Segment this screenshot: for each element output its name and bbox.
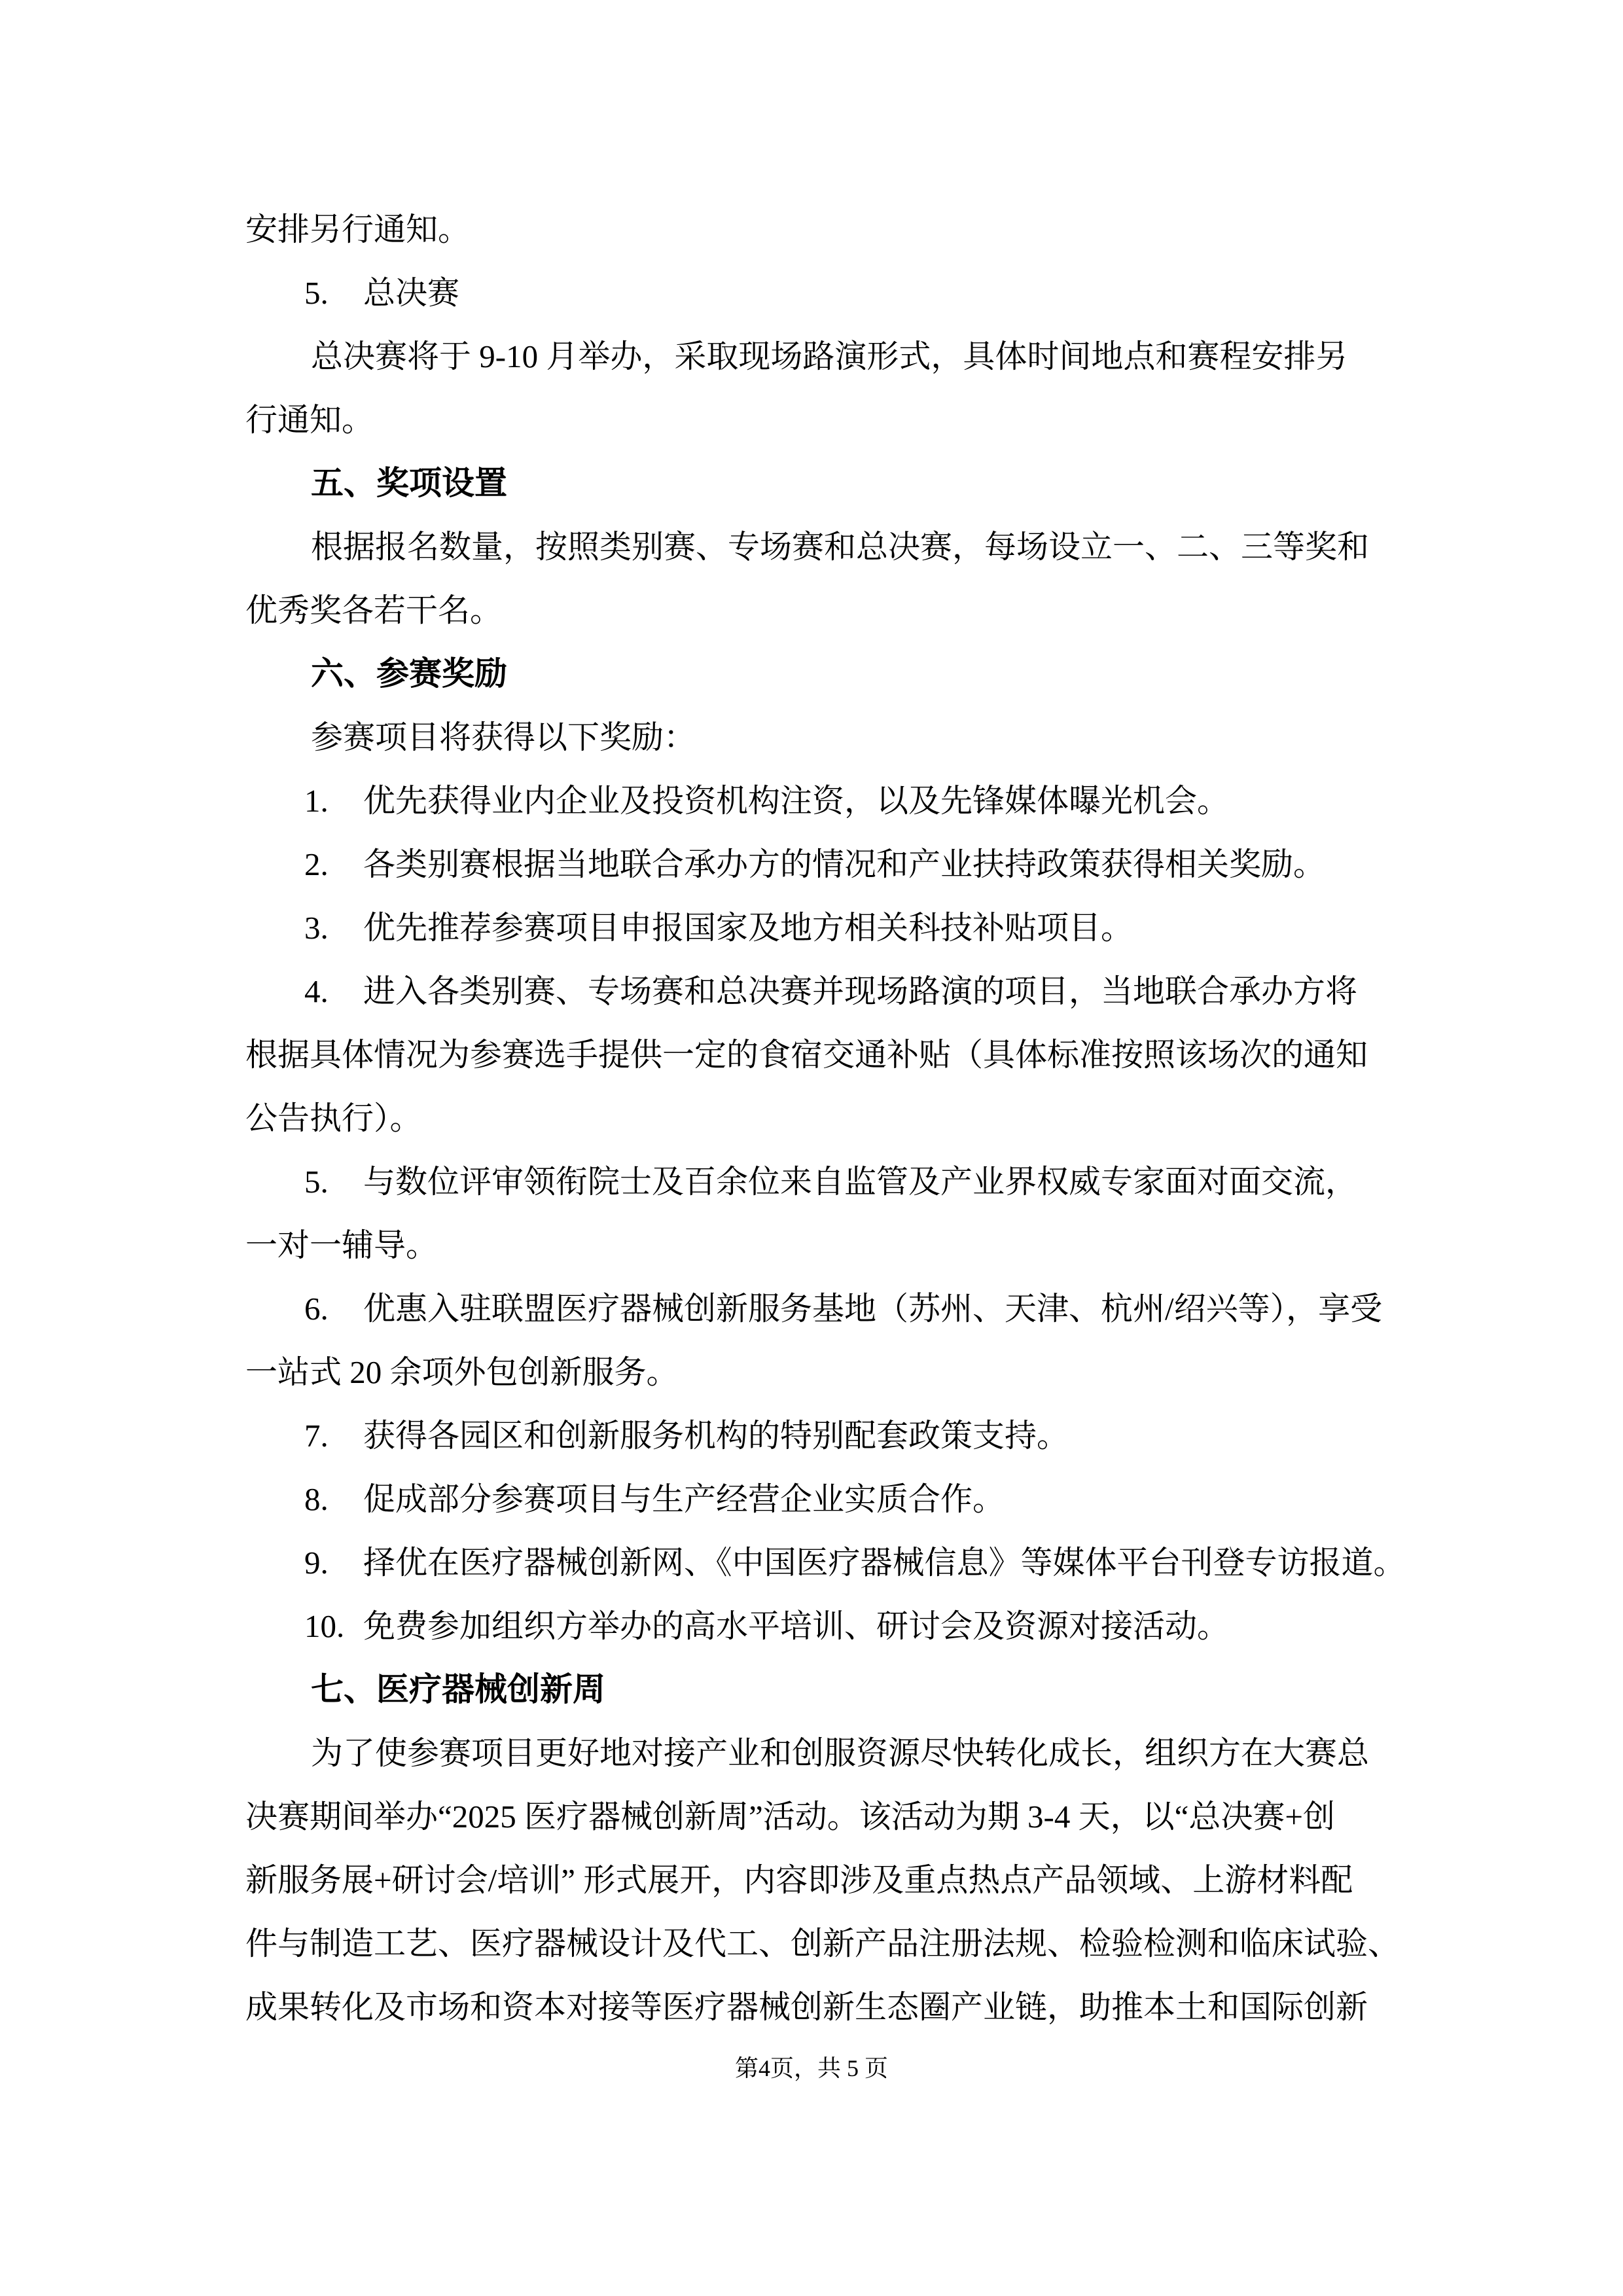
section-heading-awards: 五、奖项设置	[311, 465, 507, 501]
list-item-text: 促成部分参赛项目与生产经营企业实质合作。	[363, 1481, 1005, 1517]
section-heading-participation-rewards: 六、参赛奖励	[311, 655, 507, 692]
list-number: 7.	[304, 1418, 329, 1454]
list-item-text: 优先获得业内企业及投资机构注资，以及先锋媒体曝光机会。	[363, 783, 1230, 819]
list-item-text: 获得各园区和创新服务机构的特别配套政策支持。	[363, 1418, 1069, 1454]
continuation-line: 公告执行）。	[245, 1100, 422, 1136]
list-item-text: 优先推荐参赛项目申报国家及地方相关科技补贴项目。	[363, 910, 1133, 946]
list-item-text: 优惠入驻联盟医疗器械创新服务基地（苏州、天津、杭州/绍兴等），享受	[363, 1291, 1383, 1327]
continuation-line: 优秀奖各若干名。	[245, 592, 503, 628]
continuation-line: 行通知。	[245, 402, 374, 438]
reward-list-item-6	[245, 1277, 1383, 1340]
document-body	[245, 198, 1406, 2039]
paragraph-line: 总决赛将于 9-10 月举办，采取现场路演形式，具体时间地点和赛程安排另	[311, 338, 1348, 374]
continuation-line: 一站式 20 余项外包创新服务。	[245, 1354, 679, 1390]
reward-list-item-2	[245, 833, 1378, 896]
reward-list-item-5	[245, 1150, 1378, 1213]
paragraph-line: 根据报名数量，按照类别赛、专场赛和总决赛，每场设立一、二、三等奖和	[311, 529, 1370, 565]
paragraph-line: 参赛项目将获得以下奖励：	[311, 719, 696, 755]
list-number: 9.	[304, 1545, 329, 1581]
list-number: 8.	[304, 1481, 329, 1517]
continuation-line: 件与制造工艺、医疗器械设计及代工、创新产品注册法规、检验检测和临床试验、	[245, 1926, 1400, 1962]
list-number: 5.	[304, 275, 329, 311]
list-number: 6.	[304, 1291, 329, 1327]
list-number: 2.	[304, 846, 329, 882]
continuation-line: 安排另行通知。	[245, 211, 471, 247]
subsection-item-final	[245, 261, 1378, 325]
list-number: 3.	[304, 910, 329, 946]
list-item-text: 免费参加组织方举办的高水平培训、研讨会及资源对接活动。	[363, 1608, 1230, 1644]
continuation-line: 新服务展+研讨会/培训” 形式展开，内容即涉及重点热点产品领域、上游材料配	[245, 1862, 1353, 1898]
list-item-text: 与数位评审领衔院士及百余位来自监管及产业界权威专家面对面交流，	[363, 1164, 1358, 1200]
reward-list-item-1	[245, 769, 1378, 833]
reward-list-item-9	[245, 1531, 1406, 1594]
list-item-text: 择优在医疗器械创新网、《中国医疗器械信息》等媒体平台刊登专访报道。	[363, 1545, 1406, 1581]
continuation-line: 根据具体情况为参赛选手提供一定的食宿交通补贴（具体标准按照该场次的通知	[245, 1037, 1368, 1073]
continuation-line: 决赛期间举办“2025 医疗器械创新周”活动。该活动为期 3-4 天，以“总决赛+创	[245, 1799, 1335, 1835]
reward-list-item-7	[245, 1404, 1378, 1467]
list-number: 10.	[304, 1608, 345, 1644]
list-item-text: 各类别赛根据当地联合承办方的情况和产业扶持政策获得相关奖励。	[363, 846, 1326, 882]
reward-list-item-4	[245, 960, 1378, 1023]
continuation-line: 成果转化及市场和资本对接等医疗器械创新生态圈产业链，助推本土和国际创新	[245, 1989, 1368, 2025]
section-heading-innovation-week: 七、医疗器械创新周	[311, 1671, 605, 1708]
page-number: 第4页，共 5 页	[734, 2055, 888, 2081]
reward-list-item-8	[245, 1467, 1378, 1531]
list-item-text: 进入各类别赛、专场赛和总决赛并现场路演的项目，当地联合承办方将	[363, 973, 1358, 1009]
reward-list-item-3	[245, 896, 1378, 960]
list-number: 4.	[304, 973, 329, 1009]
list-number: 1.	[304, 783, 329, 819]
reward-list-item-10	[245, 1594, 1378, 1658]
subsection-title: 总决赛	[363, 275, 460, 311]
list-number: 5.	[304, 1164, 329, 1200]
paragraph-line: 为了使参赛项目更好地对接产业和创服资源尽快转化成长，组织方在大赛总	[311, 1735, 1370, 1771]
continuation-line: 一对一辅导。	[245, 1227, 438, 1263]
